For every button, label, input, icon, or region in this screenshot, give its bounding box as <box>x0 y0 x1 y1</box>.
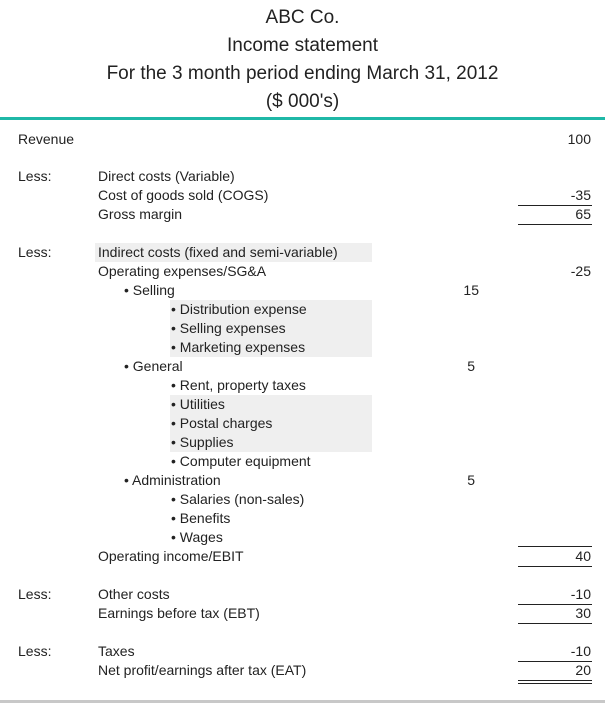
company-name: ABC Co. <box>265 7 340 28</box>
less-indirect-label: Less: <box>18 244 52 260</box>
general-item: • Computer equipment <box>171 453 311 469</box>
general-value: 5 <box>467 358 475 374</box>
revenue-value: 100 <box>567 131 591 147</box>
ebit-underline <box>518 566 592 567</box>
gross-margin-underline <box>518 224 592 225</box>
general-item: • Utilities <box>171 396 225 412</box>
ebt-value: 30 <box>575 605 591 621</box>
direct-costs-heading: Direct costs (Variable) <box>98 168 235 184</box>
administration-item: • Salaries (non-sales) <box>171 491 305 507</box>
ebit-value: 40 <box>575 548 591 564</box>
eat-double-underline-2 <box>518 683 592 684</box>
footer-divider <box>0 700 605 703</box>
taxes-value: -10 <box>570 643 591 659</box>
less-other-label: Less: <box>18 586 52 602</box>
eat-double-underline-1 <box>518 680 592 681</box>
revenue-label: Revenue <box>18 131 75 147</box>
taxes-label: Taxes <box>98 643 135 659</box>
administration-label: • Administration <box>124 472 221 488</box>
other-costs-label: Other costs <box>98 586 170 602</box>
gross-margin-value: 65 <box>575 206 591 222</box>
cogs-label: Cost of goods sold (COGS) <box>98 187 269 203</box>
ebt-label: Earnings before tax (EBT) <box>98 605 260 621</box>
less-taxes-label: Less: <box>18 643 52 659</box>
opex-value: -25 <box>570 263 591 279</box>
gross-margin-label: Gross margin <box>98 206 183 222</box>
general-item: • Rent, property taxes <box>171 377 306 393</box>
administration-value: 5 <box>467 472 475 488</box>
general-item: • Supplies <box>171 434 234 450</box>
ebit-label: Operating income/EBIT <box>98 548 244 564</box>
administration-item: • Benefits <box>171 510 231 526</box>
indirect-costs-heading: Indirect costs (fixed and semi-variable) <box>98 244 338 260</box>
cogs-value: -35 <box>570 187 591 203</box>
eat-value: 20 <box>575 662 591 678</box>
statement-period: For the 3 month period ending March 31, 2012 <box>106 63 499 84</box>
eat-label: Net profit/earnings after tax (EAT) <box>98 662 307 678</box>
selling-item: • Marketing expenses <box>171 339 306 355</box>
general-label: • General <box>124 358 183 374</box>
ebt-underline <box>518 623 592 624</box>
administration-item: • Wages <box>171 529 223 545</box>
statement-header <box>0 4 605 116</box>
other-costs-value: -10 <box>570 586 591 602</box>
selling-label: • Selling <box>124 282 175 298</box>
selling-value: 15 <box>463 282 479 298</box>
general-item: • Postal charges <box>171 415 273 431</box>
selling-item: • Distribution expense <box>171 301 307 317</box>
selling-item: • Selling expenses <box>171 320 286 336</box>
opex-label: Operating expenses/SG&A <box>98 263 267 279</box>
header-divider <box>0 117 605 120</box>
statement-units: ($ 000's) <box>265 91 340 112</box>
statement-title: Income statement <box>226 35 379 56</box>
less-direct-label: Less: <box>18 168 52 184</box>
